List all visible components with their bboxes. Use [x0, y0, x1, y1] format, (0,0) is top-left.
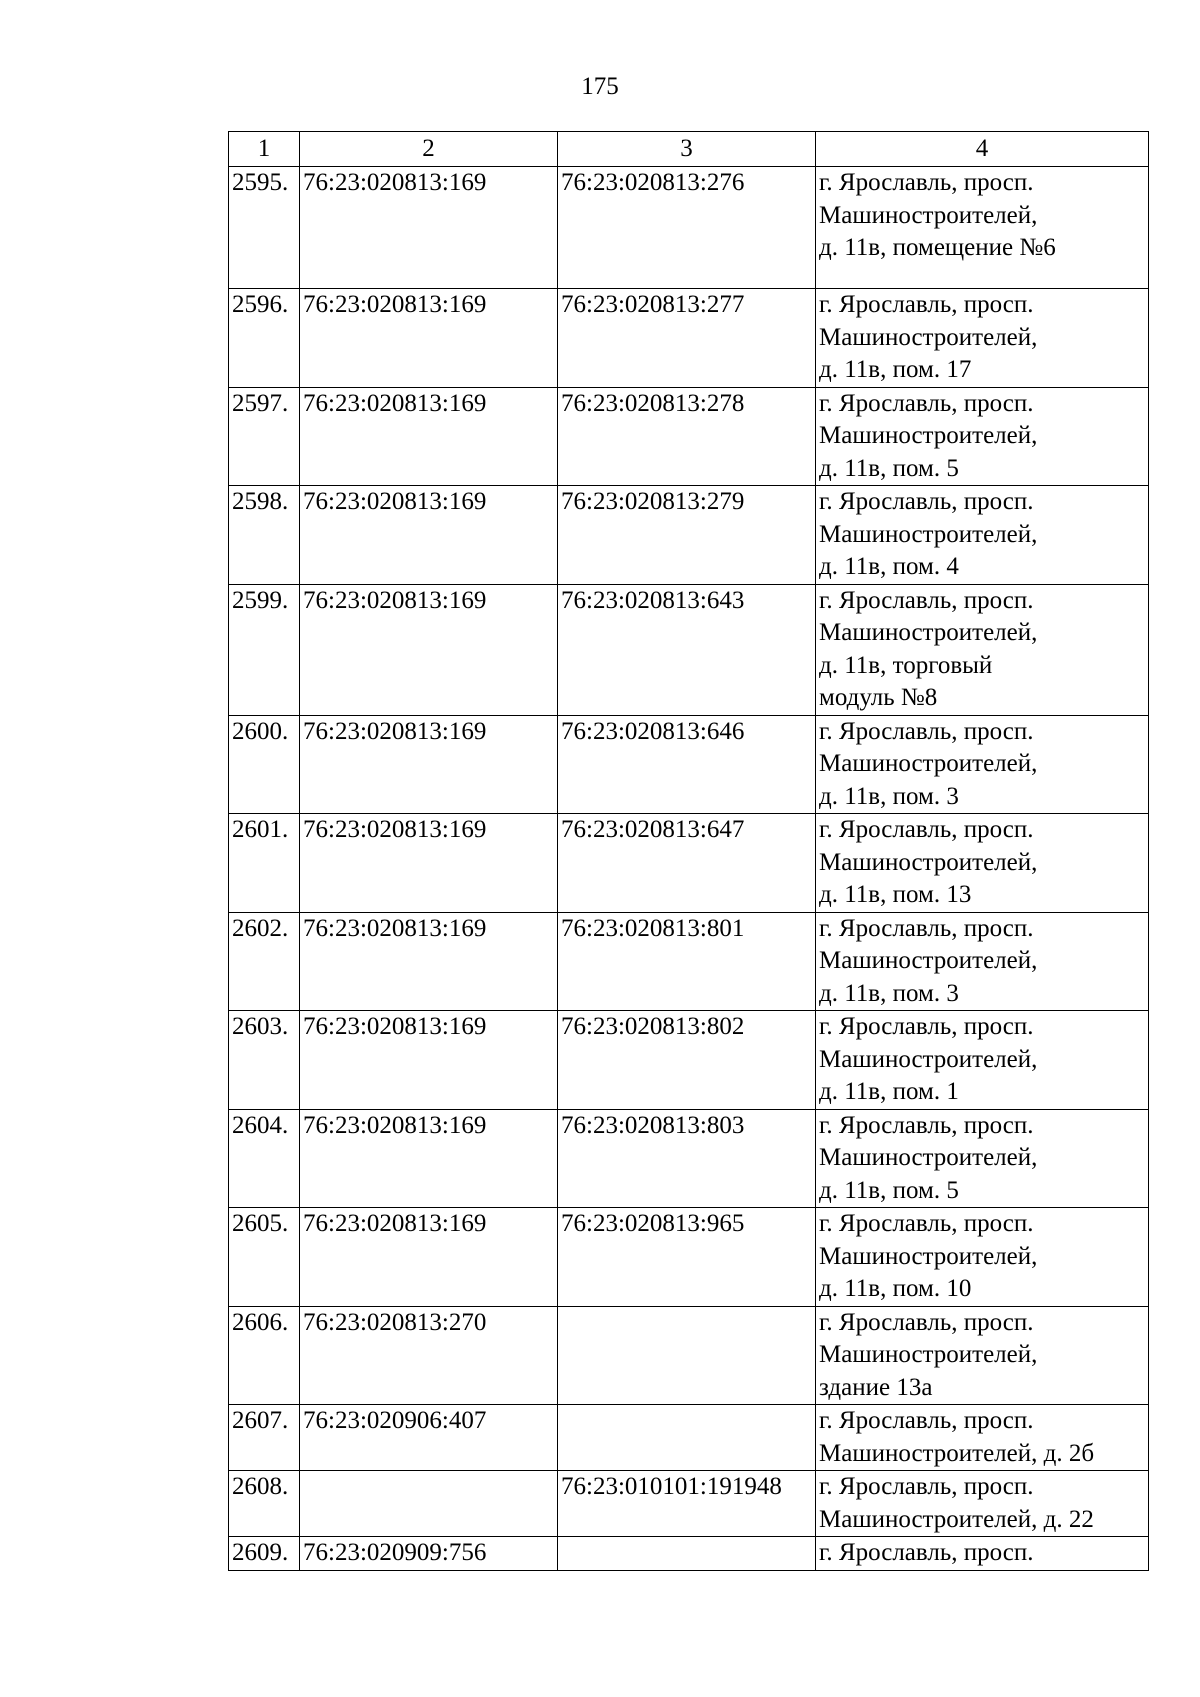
address-line: г. Ярославль, просп.	[819, 488, 1034, 515]
address-line: д. 11в, пом. 1	[819, 1078, 959, 1105]
address-line: г. Ярославль, просп.	[819, 1111, 1034, 1139]
row-number-cell: 2606.	[229, 1306, 300, 1405]
table-row	[229, 1306, 1149, 1405]
cadastral-number-cell: 76:23:020813:169	[300, 1208, 558, 1307]
address-line: г. Ярославль, просп.	[819, 586, 1034, 614]
address-line: Машиностроителей, д. 2б	[819, 1439, 1095, 1467]
table-row	[229, 912, 1149, 1011]
address-cell	[816, 167, 1149, 289]
object-number-cell: 76:23:020813:803	[558, 1109, 816, 1208]
cadastral-number-cell: 76:23:020906:407	[300, 1405, 558, 1471]
address-cell	[816, 584, 1149, 715]
column-header-2: 2	[300, 132, 558, 167]
address-line: д. 11в, пом. 5	[819, 1176, 959, 1204]
address-line: Машиностроителей,	[819, 1341, 1038, 1368]
address-line: г. Ярославль, просп.	[819, 1407, 1034, 1434]
row-number-cell: 2600.	[229, 715, 300, 814]
address-line: Машиностроителей,	[819, 323, 1038, 351]
address-line: г. Ярославль, просп.	[819, 1539, 1034, 1566]
address-line: д. 11в, пом. 4	[819, 553, 959, 580]
table-header	[229, 132, 1149, 167]
row-number-cell: 2603.	[229, 1011, 300, 1110]
table-row	[229, 486, 1149, 585]
object-number-cell: 76:23:020813:646	[558, 715, 816, 814]
cadastral-number-cell: 76:23:020813:169	[300, 387, 558, 486]
object-number-cell: 76:23:020813:647	[558, 814, 816, 913]
table-row	[229, 289, 1149, 388]
cadastral-number-cell: 76:23:020909:756	[300, 1537, 558, 1571]
row-number-cell: 2598.	[229, 486, 300, 585]
address-line: г. Ярославль, просп.	[819, 389, 1034, 417]
address-line: д. 11в, помещение №6	[819, 234, 1056, 261]
object-number-cell: 76:23:020813:802	[558, 1011, 816, 1110]
address-line: д. 11в, пом. 10	[819, 1275, 972, 1302]
address-cell	[816, 387, 1149, 486]
table-row	[229, 1405, 1149, 1471]
table-row	[229, 1471, 1149, 1537]
cadastral-number-cell	[300, 1471, 558, 1537]
address-line: Машиностроителей,	[819, 1242, 1038, 1270]
table-row	[229, 1537, 1149, 1571]
table-row	[229, 1011, 1149, 1110]
row-number-cell: 2601.	[229, 814, 300, 913]
address-cell	[816, 289, 1149, 388]
address-line: Машиностроителей,	[819, 619, 1038, 646]
address-cell	[816, 486, 1149, 585]
header-row	[229, 132, 1149, 167]
object-number-cell: 76:23:010101:191948	[558, 1471, 816, 1537]
row-number-cell: 2596.	[229, 289, 300, 388]
address-line: г. Ярославль, просп.	[819, 291, 1034, 318]
address-line: г. Ярославль, просп.	[819, 914, 1034, 942]
cadastral-number-cell: 76:23:020813:169	[300, 584, 558, 715]
address-line: Машиностроителей,	[819, 947, 1038, 974]
address-line: здание 13а	[819, 1373, 933, 1401]
row-number-cell: 2605.	[229, 1208, 300, 1307]
address-line: д. 11в, пом. 3	[819, 979, 959, 1007]
column-header-1: 1	[229, 132, 300, 167]
row-number-cell: 2595.	[229, 167, 300, 289]
object-number-cell: 76:23:020813:279	[558, 486, 816, 585]
table-row	[229, 387, 1149, 486]
column-header-4: 4	[816, 132, 1149, 167]
address-cell	[816, 1208, 1149, 1307]
row-number-cell: 2602.	[229, 912, 300, 1011]
address-line: д. 11в, пом. 5	[819, 454, 959, 482]
address-cell	[816, 1471, 1149, 1537]
object-number-cell	[558, 1405, 816, 1471]
address-line: г. Ярославль, просп.	[819, 169, 1034, 196]
row-number-cell: 2607.	[229, 1405, 300, 1471]
table-row	[229, 1208, 1149, 1307]
cadastral-number-cell: 76:23:020813:270	[300, 1306, 558, 1405]
table-row	[229, 584, 1149, 715]
address-cell	[816, 715, 1149, 814]
address-cell	[816, 1537, 1149, 1571]
object-number-cell: 76:23:020813:277	[558, 289, 816, 388]
object-number-cell	[558, 1537, 816, 1571]
row-number-cell: 2609.	[229, 1537, 300, 1571]
address-line: д. 11в, пом. 17	[819, 356, 972, 383]
address-cell	[816, 814, 1149, 913]
address-line: г. Ярославль, просп.	[819, 717, 1034, 745]
registry-table	[228, 131, 1149, 1571]
row-number-cell: 2608.	[229, 1471, 300, 1537]
address-line: д. 11в, пом. 3	[819, 782, 959, 810]
address-line: г. Ярославль, просп.	[819, 1473, 1034, 1500]
object-number-cell: 76:23:020813:801	[558, 912, 816, 1011]
address-line: Машиностроителей,	[819, 848, 1038, 876]
cadastral-number-cell: 76:23:020813:169	[300, 912, 558, 1011]
table-row	[229, 167, 1149, 289]
object-number-cell	[558, 1306, 816, 1405]
address-cell	[816, 1109, 1149, 1208]
address-cell	[816, 1011, 1149, 1110]
address-line: Машиностроителей,	[819, 1045, 1038, 1073]
address-line: г. Ярославль, просп.	[819, 1210, 1034, 1237]
cadastral-number-cell: 76:23:020813:169	[300, 1109, 558, 1208]
column-header-3: 3	[558, 132, 816, 167]
address-line: Машиностроителей,	[819, 1144, 1038, 1171]
cadastral-number-cell: 76:23:020813:169	[300, 167, 558, 289]
object-number-cell: 76:23:020813:965	[558, 1208, 816, 1307]
table-body	[229, 167, 1149, 1571]
address-cell	[816, 1405, 1149, 1471]
address-line: Машиностроителей,	[819, 201, 1038, 229]
address-line: Машиностроителей,	[819, 520, 1038, 548]
table-row	[229, 1109, 1149, 1208]
address-line: г. Ярославль, просп.	[819, 816, 1034, 843]
object-number-cell: 76:23:020813:278	[558, 387, 816, 486]
object-number-cell: 76:23:020813:643	[558, 584, 816, 715]
cadastral-number-cell: 76:23:020813:169	[300, 486, 558, 585]
address-line: д. 11в, торговый	[819, 651, 993, 679]
cadastral-number-cell: 76:23:020813:169	[300, 1011, 558, 1110]
address-cell	[816, 912, 1149, 1011]
row-number-cell: 2599.	[229, 584, 300, 715]
cadastral-number-cell: 76:23:020813:169	[300, 715, 558, 814]
row-number-cell: 2597.	[229, 387, 300, 486]
address-line: г. Ярославль, просп.	[819, 1308, 1034, 1336]
address-line: Машиностроителей,	[819, 750, 1038, 777]
address-cell	[816, 1306, 1149, 1405]
address-line: модуль №8	[819, 684, 938, 711]
row-number-cell: 2604.	[229, 1109, 300, 1208]
cadastral-number-cell: 76:23:020813:169	[300, 814, 558, 913]
table-row	[229, 715, 1149, 814]
address-line: г. Ярославль, просп.	[819, 1013, 1034, 1040]
table-row	[229, 814, 1149, 913]
cadastral-number-cell: 76:23:020813:169	[300, 289, 558, 388]
page-number: 175	[581, 73, 619, 100]
address-line: Машиностроителей, д. 22	[819, 1505, 1094, 1533]
address-line: Машиностроителей,	[819, 422, 1038, 449]
object-number-cell: 76:23:020813:276	[558, 167, 816, 289]
address-line: д. 11в, пом. 13	[819, 881, 972, 908]
